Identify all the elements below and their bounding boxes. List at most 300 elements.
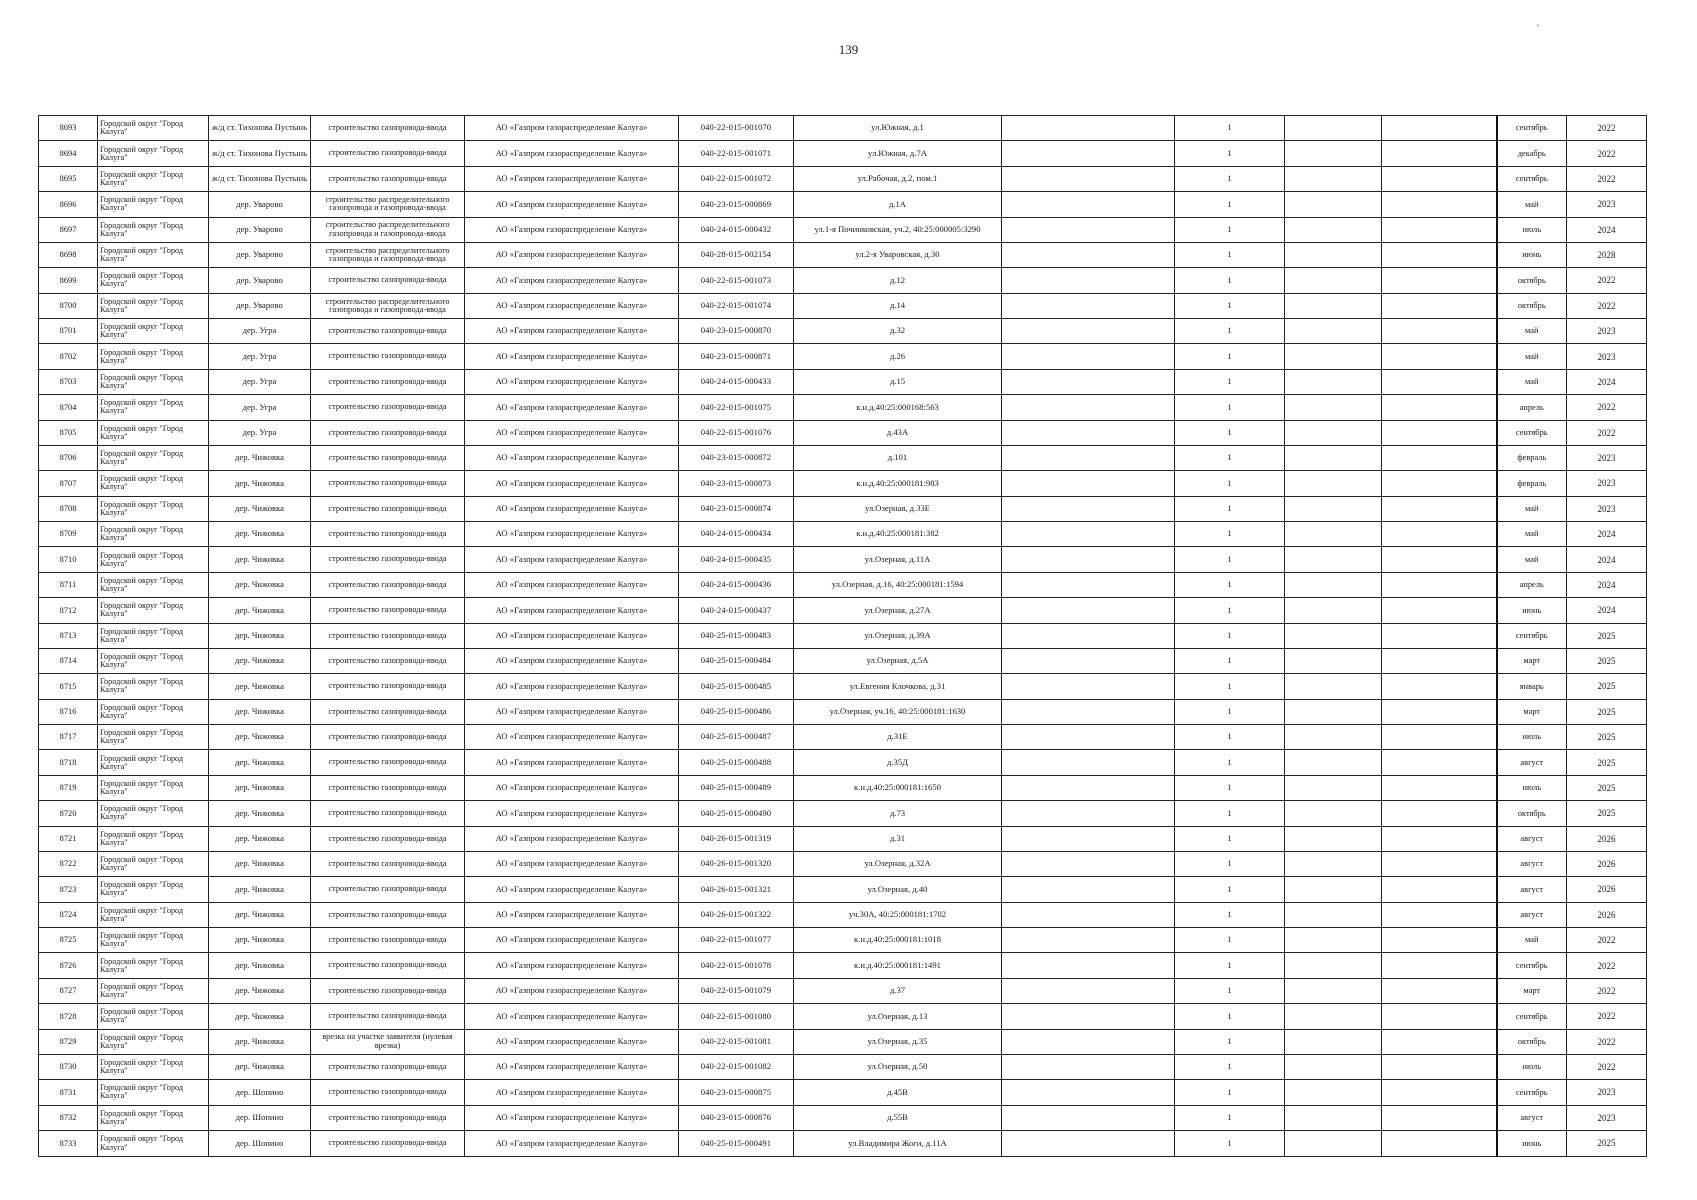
completion-month: июнь [1497,242,1567,267]
quantity: 1 [1175,928,1285,953]
quantity: 1 [1175,826,1285,851]
row-number: 8701 [39,319,98,344]
row-number: 8726 [39,953,98,978]
gas-company: АО «Газпром газораспределение Калуга» [465,496,679,521]
completion-year: 2022 [1567,420,1647,445]
empty-cell [1382,242,1497,267]
gas-company: АО «Газпром газораспределение Калуга» [465,1105,679,1130]
table-row [39,319,1647,344]
application-number: 040-23-015-000870 [679,319,794,344]
application-number: 040-26-015-001322 [679,902,794,927]
empty-cell [1002,801,1175,826]
gas-company: АО «Газпром газораспределение Калуга» [465,750,679,775]
empty-cell [1002,725,1175,750]
work-type: строительство газопровода-ввода [311,928,465,953]
completion-month: сентябрь [1497,1004,1567,1029]
empty-cell [1285,395,1382,420]
settlement: дер. Чижовка [209,725,311,750]
gas-company: АО «Газпром газораспределение Калуга» [465,268,679,293]
completion-month: май [1497,522,1567,547]
quantity: 1 [1175,1080,1285,1105]
application-number: 040-23-015-000869 [679,192,794,217]
empty-cell [1382,648,1497,673]
empty-cell [1285,471,1382,496]
gas-company: АО «Газпром газораспределение Калуга» [465,420,679,445]
table-row [39,572,1647,597]
table-row [39,775,1647,800]
row-number: 8694 [39,141,98,166]
empty-cell [1285,851,1382,876]
completion-month: октябрь [1497,1029,1567,1054]
quantity: 1 [1175,547,1285,572]
table-row [39,623,1647,648]
completion-month: октябрь [1497,801,1567,826]
quantity: 1 [1175,522,1285,547]
empty-cell [1285,116,1382,141]
settlement: дер. Чижовка [209,1054,311,1079]
row-number: 8725 [39,928,98,953]
empty-cell [1002,395,1175,420]
empty-cell [1382,445,1497,470]
table-row [39,699,1647,724]
settlement: дер. Уварово [209,217,311,242]
application-number: 040-22-015-001081 [679,1029,794,1054]
work-type: врезка на участке заявителя (нулевая врезка) [311,1029,465,1054]
row-number: 8706 [39,445,98,470]
work-type: строительство газопровода-ввода [311,725,465,750]
quantity: 1 [1175,978,1285,1003]
application-number: 040-23-015-000874 [679,496,794,521]
work-type: строительство газопровода-ввода [311,471,465,496]
gas-company: АО «Газпром газораспределение Калуга» [465,369,679,394]
object-address: д.1А [794,192,1002,217]
empty-cell [1285,978,1382,1003]
quantity: 1 [1175,725,1285,750]
object-address: д.101 [794,445,1002,470]
empty-cell [1285,1029,1382,1054]
object-address: ул.Рабочая, д.2, пом.1 [794,166,1002,191]
completion-month: октябрь [1497,268,1567,293]
work-type: строительство газопровода-ввода [311,547,465,572]
completion-year: 2026 [1567,877,1647,902]
municipality: Городской округ "Город Калуга" [98,217,209,242]
quantity: 1 [1175,572,1285,597]
gas-company: АО «Газпром газораспределение Калуга» [465,1054,679,1079]
municipality: Городской округ "Город Калуга" [98,851,209,876]
gas-company: АО «Газпром газораспределение Калуга» [465,319,679,344]
table-row [39,801,1647,826]
row-number: 8732 [39,1105,98,1130]
work-type: строительство газопровода-ввода [311,877,465,902]
gas-company: АО «Газпром газораспределение Калуга» [465,572,679,597]
completion-month: сентябрь [1497,1080,1567,1105]
completion-year: 2023 [1567,319,1647,344]
row-number: 8704 [39,395,98,420]
settlement: дер. Чижовка [209,623,311,648]
row-number: 8718 [39,750,98,775]
work-type: строительство газопровода-ввода [311,572,465,597]
empty-cell [1285,319,1382,344]
completion-month: август [1497,902,1567,927]
object-address: ул.Озерная, д.16, 40:25:000181:1594 [794,572,1002,597]
completion-year: 2025 [1567,699,1647,724]
completion-month: август [1497,750,1567,775]
row-number: 8713 [39,623,98,648]
settlement: дер. Угра [209,319,311,344]
work-type: строительство газопровода-ввода [311,1131,465,1157]
gas-company: АО «Газпром газораспределение Калуга» [465,978,679,1003]
application-number: 040-25-015-000488 [679,750,794,775]
empty-cell [1382,750,1497,775]
row-number: 8705 [39,420,98,445]
empty-cell [1002,1029,1175,1054]
object-address: д.37 [794,978,1002,1003]
empty-cell [1382,522,1497,547]
empty-cell [1285,928,1382,953]
empty-cell [1285,547,1382,572]
empty-cell [1382,192,1497,217]
application-number: 040-26-015-001319 [679,826,794,851]
gas-company: АО «Газпром газораспределение Калуга» [465,217,679,242]
object-address: д.32 [794,319,1002,344]
gas-company: АО «Газпром газораспределение Калуга» [465,344,679,369]
empty-cell [1002,826,1175,851]
settlement: дер. Угра [209,420,311,445]
settlement: дер. Угра [209,395,311,420]
object-address: ул.Озерная, д.27А [794,598,1002,623]
quantity: 1 [1175,496,1285,521]
application-number: 040-22-015-001070 [679,116,794,141]
settlement: дер. Чижовка [209,572,311,597]
municipality: Городской округ "Город Калуга" [98,623,209,648]
gas-company: АО «Газпром газораспределение Калуга» [465,775,679,800]
empty-cell [1002,1105,1175,1130]
work-type: строительство газопровода-ввода [311,319,465,344]
work-type: строительство газопровода-ввода [311,395,465,420]
completion-year: 2024 [1567,522,1647,547]
table-row [39,725,1647,750]
table-row [39,1131,1647,1157]
object-address: ул.Озерная, д.13 [794,1004,1002,1029]
application-number: 040-24-015-000435 [679,547,794,572]
municipality: Городской округ "Город Калуга" [98,166,209,191]
application-number: 040-23-015-000876 [679,1105,794,1130]
empty-cell [1382,902,1497,927]
municipality: Городской округ "Город Калуга" [98,522,209,547]
work-type: строительство газопровода-ввода [311,522,465,547]
completion-year: 2022 [1567,293,1647,318]
row-number: 8709 [39,522,98,547]
application-number: 040-22-015-001078 [679,953,794,978]
settlement: дер. Чижовка [209,826,311,851]
completion-month: май [1497,547,1567,572]
completion-year: 2024 [1567,369,1647,394]
table-row [39,116,1647,141]
empty-cell [1285,750,1382,775]
quantity: 1 [1175,166,1285,191]
quantity: 1 [1175,623,1285,648]
table-row [39,851,1647,876]
completion-month: май [1497,928,1567,953]
object-address: д.31Е [794,725,1002,750]
completion-year: 2028 [1567,242,1647,267]
completion-month: сентябрь [1497,953,1567,978]
object-address: ул.Евгения Клочкова, д.31 [794,674,1002,699]
completion-month: март [1497,978,1567,1003]
empty-cell [1285,1080,1382,1105]
empty-cell [1382,141,1497,166]
application-number: 040-22-015-001072 [679,166,794,191]
empty-cell [1382,598,1497,623]
settlement: дер. Чижовка [209,928,311,953]
gas-company: АО «Газпром газораспределение Калуга» [465,877,679,902]
settlement: дер. Чижовка [209,801,311,826]
quantity: 1 [1175,801,1285,826]
empty-cell [1002,344,1175,369]
completion-year: 2025 [1567,648,1647,673]
empty-cell [1382,547,1497,572]
settlement: дер. Чижовка [209,750,311,775]
row-number: 8698 [39,242,98,267]
object-address: ул.Озерная, д.32А [794,851,1002,876]
empty-cell [1285,242,1382,267]
municipality: Городской округ "Город Калуга" [98,1131,209,1157]
table-row [39,369,1647,394]
empty-cell [1002,978,1175,1003]
completion-month: сентябрь [1497,166,1567,191]
completion-year: 2024 [1567,572,1647,597]
municipality: Городской округ "Город Калуга" [98,598,209,623]
table-row [39,217,1647,242]
completion-month: июнь [1497,598,1567,623]
empty-cell [1382,166,1497,191]
completion-month: апрель [1497,572,1567,597]
empty-cell [1382,293,1497,318]
empty-cell [1002,242,1175,267]
empty-cell [1382,877,1497,902]
object-address: ул.Озерная, д.33Е [794,496,1002,521]
settlement: дер. Уварово [209,293,311,318]
empty-cell [1382,217,1497,242]
object-address: д.14 [794,293,1002,318]
gas-company: АО «Газпром газораспределение Калуга» [465,725,679,750]
application-number: 040-24-015-000434 [679,522,794,547]
completion-month: июль [1497,775,1567,800]
completion-year: 2022 [1567,1054,1647,1079]
municipality: Городской округ "Город Калуга" [98,496,209,521]
table-row [39,547,1647,572]
settlement: дер. Угра [209,369,311,394]
gas-company: АО «Газпром газораспределение Калуга» [465,1131,679,1157]
quantity: 1 [1175,116,1285,141]
object-address: д.15 [794,369,1002,394]
municipality: Городской округ "Город Калуга" [98,395,209,420]
quantity: 1 [1175,268,1285,293]
object-address: ул.Озерная, д.5А [794,648,1002,673]
row-number: 8723 [39,877,98,902]
table-row [39,192,1647,217]
empty-cell [1285,1054,1382,1079]
work-type: строительство газопровода-ввода [311,1080,465,1105]
settlement: дер. Чижовка [209,1004,311,1029]
application-number: 040-26-015-001320 [679,851,794,876]
settlement: дер. Шопино [209,1131,311,1157]
application-number: 040-25-015-000486 [679,699,794,724]
completion-year: 2022 [1567,166,1647,191]
application-number: 040-23-015-000872 [679,445,794,470]
work-type: строительство газопровода-ввода [311,1054,465,1079]
empty-cell [1002,699,1175,724]
completion-year: 2022 [1567,268,1647,293]
application-number: 040-23-015-000871 [679,344,794,369]
row-number: 8710 [39,547,98,572]
empty-cell [1382,674,1497,699]
completion-year: 2022 [1567,141,1647,166]
work-type: строительство газопровода-ввода [311,623,465,648]
empty-cell [1285,826,1382,851]
work-type: строительство газопровода-ввода [311,699,465,724]
municipality: Городской округ "Город Калуга" [98,420,209,445]
quantity: 1 [1175,1131,1285,1157]
municipality: Городской округ "Город Калуга" [98,471,209,496]
row-number: 8727 [39,978,98,1003]
application-number: 040-24-015-000436 [679,572,794,597]
municipality: Городской округ "Город Калуга" [98,319,209,344]
empty-cell [1285,1004,1382,1029]
quantity: 1 [1175,217,1285,242]
completion-month: август [1497,851,1567,876]
completion-month: июль [1497,217,1567,242]
row-number: 8731 [39,1080,98,1105]
quantity: 1 [1175,902,1285,927]
row-number: 8722 [39,851,98,876]
table-row [39,648,1647,673]
work-type: строительство газопровода-ввода [311,166,465,191]
table-row [39,293,1647,318]
municipality: Городской округ "Город Калуга" [98,699,209,724]
table-row [39,750,1647,775]
work-type: строительство газопровода-ввода [311,598,465,623]
municipality: Городской округ "Город Калуга" [98,775,209,800]
row-number: 8730 [39,1054,98,1079]
completion-year: 2025 [1567,801,1647,826]
quantity: 1 [1175,1105,1285,1130]
table-row [39,141,1647,166]
quantity: 1 [1175,242,1285,267]
settlement: дер. Уварово [209,192,311,217]
settlement: дер. Чижовка [209,953,311,978]
quantity: 1 [1175,1029,1285,1054]
empty-cell [1002,775,1175,800]
municipality: Городской округ "Город Калуга" [98,953,209,978]
empty-cell [1002,928,1175,953]
completion-year: 2024 [1567,217,1647,242]
municipality: Городской округ "Город Калуга" [98,801,209,826]
gas-company: АО «Газпром газораспределение Калуга» [465,648,679,673]
empty-cell [1285,572,1382,597]
empty-cell [1285,674,1382,699]
completion-year: 2023 [1567,471,1647,496]
gas-company: АО «Газпром газораспределение Калуга» [465,242,679,267]
gas-company: АО «Газпром газораспределение Калуга» [465,166,679,191]
completion-month: февраль [1497,471,1567,496]
gas-company: АО «Газпром газораспределение Калуга» [465,851,679,876]
empty-cell [1382,1029,1497,1054]
completion-month: сентябрь [1497,116,1567,141]
municipality: Городской округ "Город Калуга" [98,116,209,141]
empty-cell [1382,1080,1497,1105]
quantity: 1 [1175,420,1285,445]
settlement: дер. Чижовка [209,877,311,902]
application-number: 040-26-015-001321 [679,877,794,902]
municipality: Городской округ "Город Калуга" [98,877,209,902]
empty-cell [1002,674,1175,699]
empty-cell [1002,420,1175,445]
table-row [39,496,1647,521]
gas-company: АО «Газпром газораспределение Калуга» [465,192,679,217]
empty-cell [1002,268,1175,293]
empty-cell [1382,496,1497,521]
work-type: строительство газопровода-ввода [311,902,465,927]
completion-year: 2025 [1567,674,1647,699]
empty-cell [1285,1131,1382,1157]
completion-month: январь [1497,674,1567,699]
object-address: д.35Д [794,750,1002,775]
gas-company: АО «Газпром газораспределение Калуга» [465,623,679,648]
application-number: 040-25-015-000487 [679,725,794,750]
application-number: 040-24-015-000433 [679,369,794,394]
object-address: к.н.д.40:25:000181:1650 [794,775,1002,800]
empty-cell [1002,547,1175,572]
municipality: Городской округ "Город Калуга" [98,369,209,394]
application-number: 040-22-015-001075 [679,395,794,420]
application-number: 040-22-015-001077 [679,928,794,953]
completion-month: сентябрь [1497,623,1567,648]
object-address: ул.Озерная, уч.16, 40:25:000181:1630 [794,699,1002,724]
empty-cell [1285,293,1382,318]
table-row [39,268,1647,293]
table-row [39,471,1647,496]
empty-cell [1285,344,1382,369]
empty-cell [1002,116,1175,141]
row-number: 8708 [39,496,98,521]
row-number: 8715 [39,674,98,699]
empty-cell [1285,445,1382,470]
quantity: 1 [1175,877,1285,902]
municipality: Городской округ "Город Калуга" [98,445,209,470]
empty-cell [1382,801,1497,826]
quantity: 1 [1175,674,1285,699]
empty-cell [1382,826,1497,851]
completion-month: февраль [1497,445,1567,470]
empty-cell [1002,293,1175,318]
settlement: дер. Чижовка [209,851,311,876]
completion-month: май [1497,192,1567,217]
completion-month: май [1497,319,1567,344]
settlement: дер. Чижовка [209,522,311,547]
gas-company: АО «Газпром газораспределение Калуга» [465,547,679,572]
quantity: 1 [1175,369,1285,394]
gas-company: АО «Газпром газораспределение Калуга» [465,826,679,851]
application-number: 040-25-015-000489 [679,775,794,800]
empty-cell [1382,319,1497,344]
application-number: 040-25-015-000485 [679,674,794,699]
empty-cell [1285,166,1382,191]
application-number: 040-22-015-001074 [679,293,794,318]
completion-year: 2022 [1567,395,1647,420]
application-number: 040-23-015-000875 [679,1080,794,1105]
work-type: строительство газопровода-ввода [311,953,465,978]
